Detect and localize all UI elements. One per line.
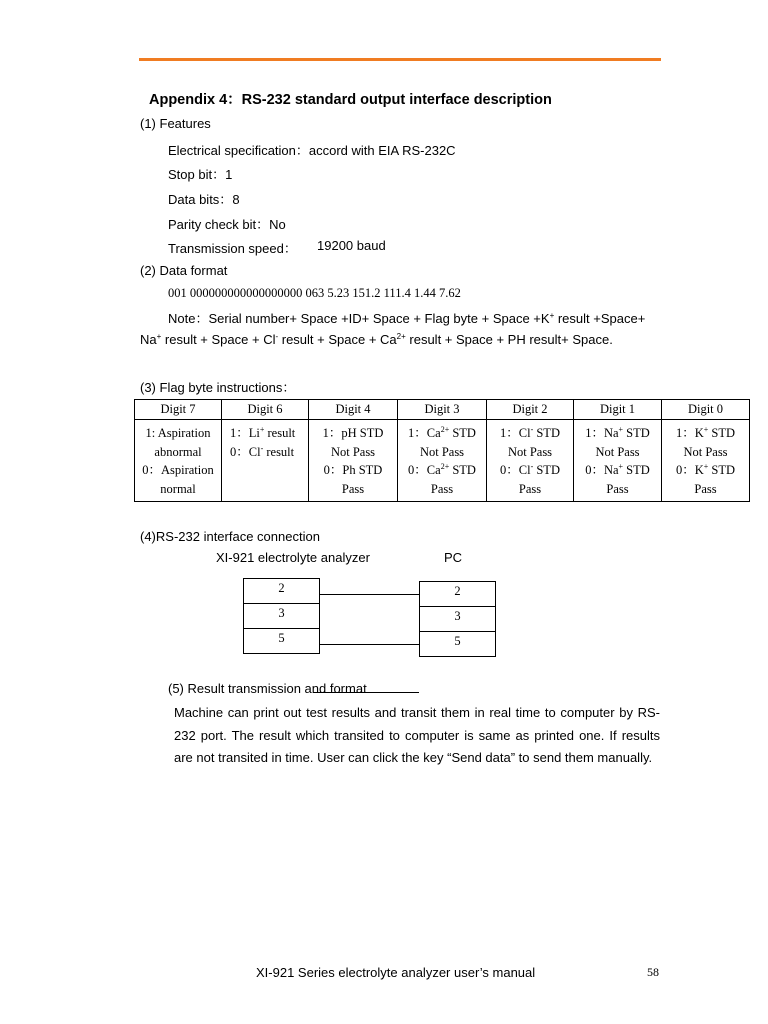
- column-header: Digit 6: [222, 400, 309, 420]
- cell-text: 0：K: [675, 463, 704, 477]
- cell-line: Not Pass: [419, 444, 465, 459]
- cell-text: STD: [449, 463, 476, 477]
- cell-line: Pass: [341, 481, 365, 496]
- cell-text: STD: [708, 426, 736, 440]
- features-heading: (1) Features: [140, 116, 211, 131]
- note-text: result + Space + Ca: [278, 332, 397, 347]
- cell-text: result: [264, 426, 296, 440]
- feature-parity: [168, 214, 286, 233]
- cell-text: STD: [708, 463, 736, 477]
- column-header: Digit 3: [398, 400, 487, 420]
- cell-text: STD: [533, 426, 560, 440]
- cell-text: result: [263, 444, 295, 459]
- header-rule: [139, 58, 661, 61]
- cell-line: [576, 461, 659, 480]
- cell-digit1: [574, 420, 662, 502]
- pin-cell: 5: [278, 631, 285, 645]
- table-header-row: [135, 400, 750, 420]
- superscript: +: [703, 462, 709, 471]
- wire-5-to-5: [320, 644, 419, 645]
- pin-cell: 3: [244, 604, 319, 629]
- superscript: +: [156, 332, 162, 341]
- superscript: +: [549, 311, 555, 320]
- feature-value: 8: [232, 192, 240, 207]
- cell-line: 1: Aspiration: [145, 426, 211, 440]
- cell-line: [489, 424, 571, 443]
- pin-cell: 2: [244, 579, 319, 604]
- column-header: Digit 2: [487, 400, 574, 420]
- superscript: +: [618, 462, 624, 471]
- cell-text: 1：Na: [585, 426, 619, 440]
- cell-digit3: [398, 420, 487, 502]
- cell-line: abnormal: [154, 444, 202, 459]
- cell-text: STD: [533, 463, 560, 477]
- note-text: Na: [140, 332, 157, 347]
- superscript: -: [260, 443, 264, 453]
- feature-value: 19200 baud: [317, 238, 386, 253]
- feature-stop-bit: [168, 164, 232, 183]
- cell-line: [400, 424, 484, 443]
- cell-line: Pass: [694, 481, 717, 496]
- cell-text: 1：Cl: [500, 426, 531, 440]
- pin-cell: 2: [420, 582, 495, 607]
- result-transmission-paragraph: Machine can print out test results and transit them in real time to computer by RS-232 port. The result which transited to computer is same as printed one. If results are not transited in time. User can click the key “Send data” to send them manually.: [174, 705, 660, 765]
- cell-line: normal: [160, 481, 196, 496]
- cell-text: 1：Ca: [408, 426, 441, 440]
- superscript: -: [530, 462, 534, 471]
- superscript: 2+: [440, 425, 450, 434]
- data-format-note-line1: [168, 308, 645, 327]
- feature-label: Transmission speed：: [168, 241, 297, 256]
- cell-line: [224, 424, 306, 443]
- footer-title: XI-921 Series electrolyte analyzer user’s manual: [256, 965, 536, 980]
- feature-value: accord with EIA RS-232C: [308, 143, 456, 158]
- cell-line: [489, 461, 571, 480]
- feature-data-bits: [168, 189, 240, 208]
- cell-line: Pass: [606, 481, 629, 496]
- feature-label: Stop bit：: [168, 167, 226, 182]
- page-title: Appendix 4：RS-232 standard output interface description: [149, 92, 552, 108]
- feature-label: Electrical specification：: [168, 143, 309, 158]
- feature-label: Data bits：: [168, 192, 233, 207]
- cell-line: Pass: [518, 481, 542, 496]
- pin-cell: 3: [420, 607, 495, 632]
- cell-line: 1：pH STD: [322, 426, 384, 440]
- flag-byte-heading: (3) Flag byte instructions：: [140, 380, 296, 395]
- note-text: result + Space + Cl: [161, 332, 276, 347]
- analyzer-pin-box: [243, 578, 320, 654]
- cell-line: Not Pass: [330, 444, 376, 459]
- note-text: result +Space+: [554, 311, 646, 326]
- connection-heading: (4)RS-232 interface connection: [140, 529, 320, 544]
- cell-digit4: [309, 420, 398, 502]
- feature-label: Parity check bit：: [168, 217, 270, 232]
- note-text: Note：Serial number+ Space +ID+ Space + Flag byte + Space +K: [168, 311, 550, 326]
- cell-text: STD: [623, 463, 650, 477]
- note-text: result + Space + PH result+ Space.: [405, 332, 613, 347]
- column-header: Digit 0: [662, 400, 750, 420]
- pc-pin-box: [419, 581, 496, 657]
- cell-line: [224, 443, 306, 462]
- cell-text: 0：Ca: [408, 463, 441, 477]
- superscript: -: [530, 425, 534, 434]
- column-header: Digit 7: [135, 400, 222, 420]
- cell-line: Not Pass: [595, 444, 640, 459]
- cell-digit7: [135, 420, 222, 502]
- feature-value: 1: [225, 167, 233, 182]
- superscript: 2+: [440, 462, 450, 471]
- heading-underline: [313, 692, 419, 693]
- superscript: 2+: [396, 332, 406, 341]
- column-header: Digit 1: [574, 400, 662, 420]
- data-format-note-line2: [140, 332, 613, 347]
- superscript: +: [259, 425, 265, 434]
- cell-line: 0：Ph STD: [323, 463, 383, 477]
- cell-text: 0：Cl: [500, 463, 531, 477]
- cell-line: Not Pass: [683, 444, 728, 459]
- analyzer-label: XI-921 electrolyte analyzer: [216, 550, 370, 565]
- feature-value: No: [269, 217, 286, 232]
- result-transmission-heading: (5) Result transmission and format: [168, 681, 367, 696]
- cell-digit2: [487, 420, 574, 502]
- superscript: +: [703, 425, 709, 434]
- superscript: -: [275, 332, 279, 341]
- cell-line: Pass: [430, 481, 454, 496]
- pc-label: PC: [444, 550, 463, 565]
- table-row: [135, 420, 750, 502]
- cell-digit6: [222, 420, 309, 502]
- cell-text: STD: [623, 426, 650, 440]
- cell-text: 1：K: [675, 426, 704, 440]
- cell-line: Not Pass: [507, 444, 553, 459]
- page-number: 58: [647, 965, 659, 979]
- cell-text: STD: [449, 426, 476, 440]
- cell-line: [664, 461, 747, 480]
- cell-text: 0：Cl: [230, 444, 261, 459]
- flag-byte-table: [134, 399, 750, 502]
- column-header: Digit 4: [309, 400, 398, 420]
- superscript: +: [618, 425, 624, 434]
- pin-cell: 5: [454, 634, 461, 648]
- cell-line: [576, 424, 659, 443]
- wire-2-to-2: [320, 594, 419, 595]
- cell-text: 1：Li: [230, 426, 260, 440]
- feature-electrical: [168, 140, 456, 159]
- data-format-heading: (2) Data format: [140, 263, 228, 278]
- cell-line: [664, 424, 747, 443]
- cell-line: 0：Aspiration: [142, 463, 214, 477]
- cell-digit0: [662, 420, 750, 502]
- cell-line: [400, 461, 484, 480]
- cell-text: 0：Na: [585, 463, 619, 477]
- feature-speed: [168, 238, 386, 257]
- data-format-example: 001 000000000000000000 063 5.23 151.2 111.4 1.44 7.62: [168, 286, 461, 300]
